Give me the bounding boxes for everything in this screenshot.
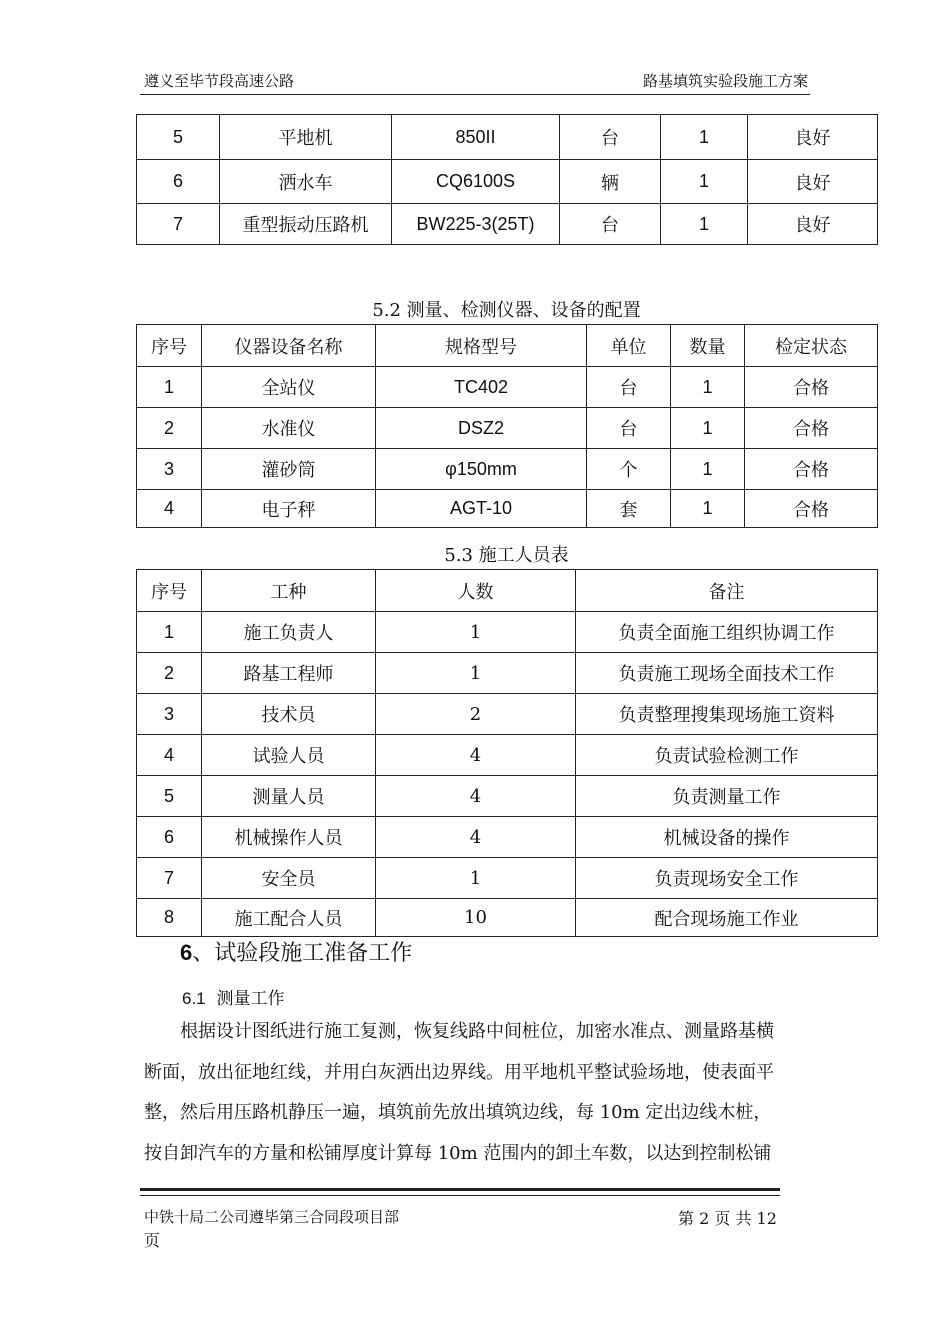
table-cell: 安全员 bbox=[202, 858, 376, 899]
footer-page-tail: 页 bbox=[144, 1231, 161, 1250]
table-cell: 合格 bbox=[745, 490, 878, 528]
table-cell: 负责现场安全工作 bbox=[576, 858, 878, 899]
table-cell: DSZ2 bbox=[376, 408, 587, 449]
column-header: 仪器设备名称 bbox=[202, 325, 376, 367]
table-cell: 机械设备的操作 bbox=[576, 817, 878, 858]
table-row bbox=[137, 115, 878, 160]
table-cell: 4 bbox=[137, 735, 202, 776]
table-cell: 1 bbox=[661, 204, 748, 245]
table-cell: 负责全面施工组织协调工作 bbox=[576, 612, 878, 653]
table-cell: 灌砂筒 bbox=[202, 449, 376, 490]
table-cell: 6 bbox=[137, 817, 202, 858]
table-cell: 7 bbox=[137, 204, 220, 245]
table-cell: 路基工程师 bbox=[202, 653, 376, 694]
table-cell: 4 bbox=[376, 817, 576, 858]
table-cell: 合格 bbox=[745, 408, 878, 449]
table-cell: 良好 bbox=[748, 115, 878, 160]
table-cell: 台 bbox=[560, 115, 661, 160]
table-cell: 1 bbox=[661, 115, 748, 160]
table-cell: 2 bbox=[137, 408, 202, 449]
table-cell: CQ6100S bbox=[392, 160, 560, 204]
table-cell: 套 bbox=[587, 490, 671, 528]
table-cell: 负责整理搜集现场施工资料 bbox=[576, 694, 878, 735]
table-cell: 6 bbox=[137, 160, 220, 204]
table-cell: 负责施工现场全面技术工作 bbox=[576, 653, 878, 694]
table-row bbox=[137, 653, 878, 694]
table-cell: 850II bbox=[392, 115, 560, 160]
table-cell: 3 bbox=[137, 449, 202, 490]
table-cell: 重型振动压路机 bbox=[220, 204, 392, 245]
table-cell: 台 bbox=[587, 408, 671, 449]
subsection-number: 6.1 bbox=[182, 989, 206, 1008]
table-cell: 合格 bbox=[745, 449, 878, 490]
section-title: 、试验段施工准备工作 bbox=[192, 941, 413, 966]
table-cell: 台 bbox=[587, 367, 671, 408]
footer-divider-thin bbox=[140, 1195, 780, 1196]
header-divider bbox=[140, 94, 810, 95]
table-cell: 1 bbox=[376, 858, 576, 899]
table-row bbox=[137, 408, 878, 449]
table-row bbox=[137, 612, 878, 653]
table-cell: 3 bbox=[137, 694, 202, 735]
table-cell: 全站仪 bbox=[202, 367, 376, 408]
equipment-table bbox=[136, 114, 878, 245]
table-cell: 1 bbox=[671, 408, 745, 449]
column-header: 序号 bbox=[137, 570, 202, 612]
table-cell: 个 bbox=[587, 449, 671, 490]
instrument-table-caption: 5.2 测量、检测仪器、设备的配置 bbox=[372, 300, 641, 321]
table-cell: 5 bbox=[137, 115, 220, 160]
table-cell: 电子秤 bbox=[202, 490, 376, 528]
body-paragraph bbox=[144, 1012, 824, 1174]
table-row bbox=[137, 160, 878, 204]
table-row bbox=[137, 694, 878, 735]
column-header: 规格型号 bbox=[376, 325, 587, 367]
staff-table bbox=[136, 569, 878, 937]
table-row bbox=[137, 899, 878, 937]
table-cell: 试验人员 bbox=[202, 735, 376, 776]
section-number: 6 bbox=[180, 940, 193, 965]
table-cell: 7 bbox=[137, 858, 202, 899]
table-cell: 2 bbox=[376, 694, 576, 735]
table-cell: 施工配合人员 bbox=[202, 899, 376, 937]
table-cell: φ150mm bbox=[376, 449, 587, 490]
table-row bbox=[137, 735, 878, 776]
table-cell: 1 bbox=[671, 449, 745, 490]
staff-table-caption: 5.3 施工人员表 bbox=[444, 545, 569, 566]
column-header: 数量 bbox=[671, 325, 745, 367]
table-cell: 负责试验检测工作 bbox=[576, 735, 878, 776]
table-cell: 配合现场施工作业 bbox=[576, 899, 878, 937]
footer-organization: 中铁十局二公司遵毕第三合同段项目部 bbox=[144, 1208, 400, 1226]
table-cell: 机械操作人员 bbox=[202, 817, 376, 858]
column-header: 人数 bbox=[376, 570, 576, 612]
table-cell: 平地机 bbox=[220, 115, 392, 160]
table-cell: 良好 bbox=[748, 204, 878, 245]
table-header-row bbox=[137, 570, 878, 612]
paragraph-line: 断面，放出征地红线，并用白灰洒出边界线。用平地机平整试验场地，使表面平 bbox=[144, 1061, 774, 1083]
table-cell: 10 bbox=[376, 899, 576, 937]
table-cell: 辆 bbox=[560, 160, 661, 204]
footer-page-number: 第 2 页 共 12 bbox=[678, 1209, 777, 1228]
table-cell: 洒水车 bbox=[220, 160, 392, 204]
subsection-title: 测量工作 bbox=[216, 989, 285, 1009]
table-header-row bbox=[137, 325, 878, 367]
table-cell: BW225-3(25T) bbox=[392, 204, 560, 245]
table-row bbox=[137, 449, 878, 490]
table-cell: 水准仪 bbox=[202, 408, 376, 449]
column-header: 工种 bbox=[202, 570, 376, 612]
table-cell: 良好 bbox=[748, 160, 878, 204]
table-cell: 台 bbox=[560, 204, 661, 245]
table-cell: 1 bbox=[137, 367, 202, 408]
table-cell: 测量人员 bbox=[202, 776, 376, 817]
paragraph-line: 根据设计图纸进行施工复测，恢复线路中间桩位，加密水准点、测量路基横 bbox=[180, 1021, 774, 1042]
table-cell: 技术员 bbox=[202, 694, 376, 735]
table-cell: 1 bbox=[376, 653, 576, 694]
table-row bbox=[137, 204, 878, 245]
table-row bbox=[137, 776, 878, 817]
table-cell: 4 bbox=[376, 735, 576, 776]
table-cell: 1 bbox=[661, 160, 748, 204]
table-cell: TC402 bbox=[376, 367, 587, 408]
table-cell: 合格 bbox=[745, 367, 878, 408]
header-project-name: 遵义至毕节段高速公路 bbox=[144, 72, 295, 90]
table-row bbox=[137, 490, 878, 528]
instrument-table bbox=[136, 324, 878, 528]
subsection-heading bbox=[182, 984, 284, 1009]
paragraph-line: 整，然后用压路机静压一遍，填筑前先放出填筑边线，每 10m 定出边线木桩， bbox=[144, 1102, 772, 1123]
table-cell: 4 bbox=[137, 490, 202, 528]
table-cell: 负责测量工作 bbox=[576, 776, 878, 817]
table-cell: 1 bbox=[376, 612, 576, 653]
table-row bbox=[137, 367, 878, 408]
table-cell: 8 bbox=[137, 899, 202, 937]
table-cell: 施工负责人 bbox=[202, 612, 376, 653]
table-cell: 4 bbox=[376, 776, 576, 817]
table-cell: 2 bbox=[137, 653, 202, 694]
section-heading bbox=[180, 936, 412, 967]
column-header: 单位 bbox=[587, 325, 671, 367]
paragraph-line: 按自卸汽车的方量和松铺厚度计算每 10m 范围内的卸土车数，以达到控制松铺 bbox=[144, 1142, 772, 1164]
table-row bbox=[137, 858, 878, 899]
table-cell: 1 bbox=[137, 612, 202, 653]
table-row bbox=[137, 817, 878, 858]
column-header: 检定状态 bbox=[745, 325, 878, 367]
table-cell: 5 bbox=[137, 776, 202, 817]
header-document-title: 路基填筑实验段施工方案 bbox=[642, 72, 808, 90]
column-header: 序号 bbox=[137, 325, 202, 367]
table-cell: AGT-10 bbox=[376, 490, 587, 528]
table-cell: 1 bbox=[671, 490, 745, 528]
column-header: 备注 bbox=[576, 570, 878, 612]
table-cell: 1 bbox=[671, 367, 745, 408]
footer-divider-thick bbox=[140, 1188, 780, 1191]
